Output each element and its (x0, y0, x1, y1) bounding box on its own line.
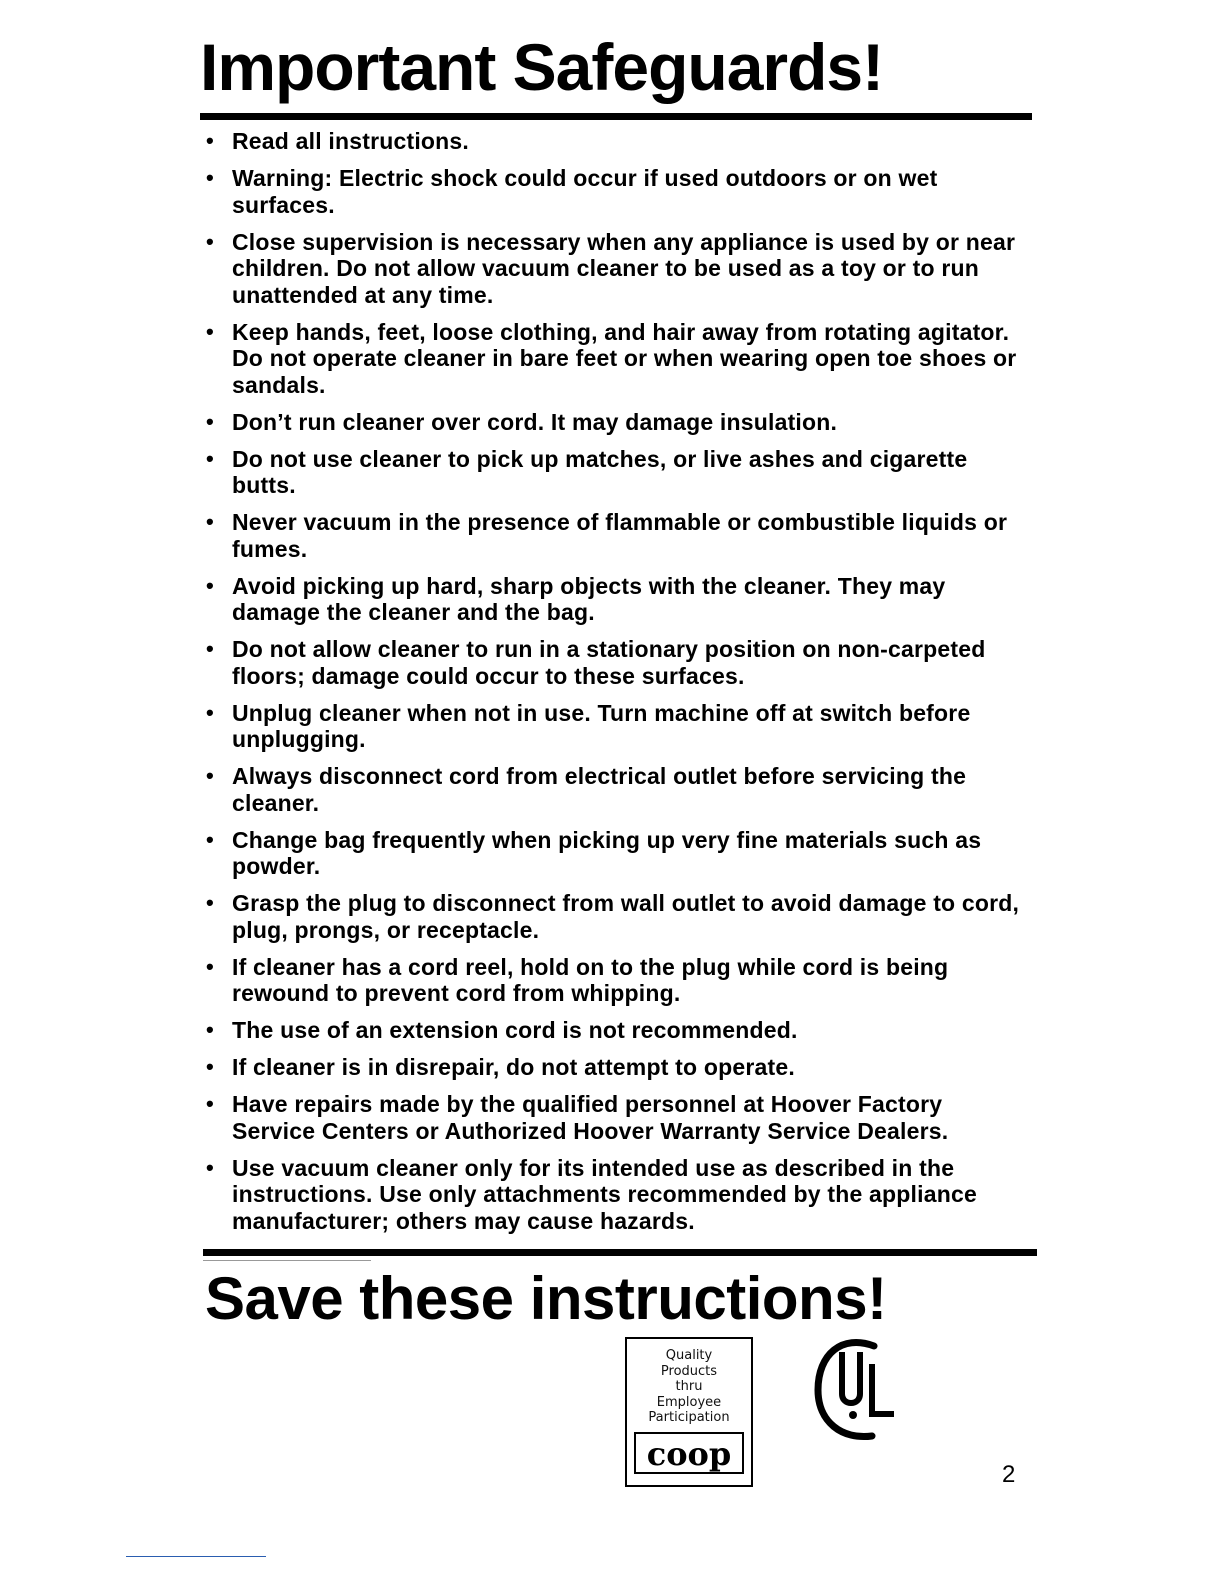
list-item (200, 165, 1030, 218)
list-item (200, 409, 1030, 436)
ul-mark-text: UL (812, 1332, 814, 1333)
safeguards-list (200, 128, 1030, 1245)
list-item-text: Close supervision is necessary when any appliance is used by or near children. Do not allow vacuum cleaner to be used as a toy or to run unattended at any time. (232, 228, 1016, 308)
list-item-text: If cleaner is in disrepair, do not attempt to operate. (232, 1054, 795, 1080)
list-item (200, 700, 1030, 753)
bullet-icon: • (206, 953, 214, 979)
list-item (200, 636, 1030, 689)
list-item-text: Keep hands, feet, loose clothing, and hair away from rotating agitator. Do not operate cleaner in bare feet or when wearing open toe shoes or sandals. (232, 318, 1017, 398)
top-divider (200, 113, 1032, 120)
list-item (200, 890, 1030, 943)
page-title: Important Safeguards! (200, 30, 884, 104)
list-item-text: Do not use cleaner to pick up matches, or live ashes and cigarette butts. (232, 445, 968, 498)
bullet-icon: • (206, 572, 214, 598)
list-item-text: If cleaner has a cord reel, hold on to the plug while cord is being rewound to prevent cord from whipping. (232, 953, 949, 1006)
list-item (200, 446, 1030, 499)
bullet-icon: • (206, 228, 214, 254)
bullet-icon: • (206, 509, 214, 534)
list-item (200, 509, 1030, 562)
list-item-text: Avoid picking up hard, sharp objects with the cleaner. They may damage the cleaner and the bag. (232, 572, 946, 625)
faint-divider (203, 1260, 371, 1261)
list-item-text: Change bag frequently when picking up very fine materials such as powder. (232, 826, 982, 879)
list-item (200, 827, 1030, 880)
list-item-text: Use vacuum cleaner only for its intended use as described in the instructions. Use only attachments recommended by the appliance manufacturer; others may cause hazards. (232, 1154, 977, 1234)
list-item (200, 1091, 1030, 1144)
list-item-text: Always disconnect cord from electrical outlet before servicing the cleaner. (232, 763, 967, 816)
coop-logo-text: coop (646, 1434, 732, 1473)
quality-badge-line: thru (675, 1379, 703, 1394)
bullet-icon: • (206, 890, 214, 915)
bullet-icon: • (206, 763, 214, 788)
bullet-icon: • (206, 165, 214, 190)
bullet-icon: • (206, 408, 214, 434)
list-item-text: Warning: Electric shock could occur if used outdoors or on wet surfaces. (232, 165, 938, 218)
ul-listed-icon (812, 1332, 902, 1444)
bullet-icon: • (206, 128, 214, 153)
quality-badge-line: Quality (665, 1348, 713, 1363)
list-item-text: Do not allow cleaner to run in a stationary position on non-carpeted floors; damage could occur to these surfaces. (232, 636, 986, 689)
list-item-text: Have repairs made by the qualified personnel at Hoover Factory Service Centers or Authorized Hoover Warranty Service Dealers. (232, 1091, 949, 1144)
footer-line (126, 1556, 266, 1557)
quality-badge-line: Participation (648, 1410, 730, 1425)
list-item-text: Grasp the plug to disconnect from wall outlet to avoid damage to cord, plug, prongs, or receptacle. (232, 890, 1020, 943)
page-number: 2 (1002, 1461, 1016, 1488)
bullet-icon: • (206, 1091, 214, 1116)
quality-badge-text (627, 1348, 751, 1426)
quality-badge-line: Employee (656, 1394, 722, 1410)
list-item (200, 573, 1030, 626)
bullet-icon: • (206, 636, 214, 661)
quality-badge-line: Products (660, 1363, 718, 1379)
list-item-text: The use of an extension cord is not recommended. (232, 1017, 798, 1043)
list-item (200, 1017, 1030, 1044)
list-item (200, 763, 1030, 816)
list-item (200, 128, 1030, 155)
bullet-icon: • (206, 1017, 214, 1042)
bullet-icon: • (206, 826, 214, 852)
list-item (200, 954, 1030, 1007)
list-item-text: Don’t run cleaner over cord. It may damage insulation. (232, 408, 838, 435)
bullet-icon: • (206, 1154, 214, 1180)
bullet-icon: • (206, 445, 214, 471)
bottom-divider (203, 1249, 1037, 1256)
quality-products-badge (625, 1337, 753, 1487)
list-item (200, 319, 1030, 399)
list-item (200, 1155, 1030, 1235)
bullet-icon: • (206, 318, 214, 344)
list-item-text: Unplug cleaner when not in use. Turn machine off at switch before unplugging. (232, 699, 971, 752)
save-instructions-heading: Save these instructions! (205, 1265, 887, 1332)
bullet-icon: • (206, 1054, 214, 1079)
coop-logo-icon (634, 1432, 744, 1474)
list-item-text: Read all instructions. (232, 128, 470, 154)
list-item (200, 229, 1030, 309)
bullet-icon: • (206, 699, 214, 725)
list-item-text: Never vacuum in the presence of flammable or combustible liquids or fumes. (232, 509, 1008, 562)
list-item (200, 1054, 1030, 1081)
